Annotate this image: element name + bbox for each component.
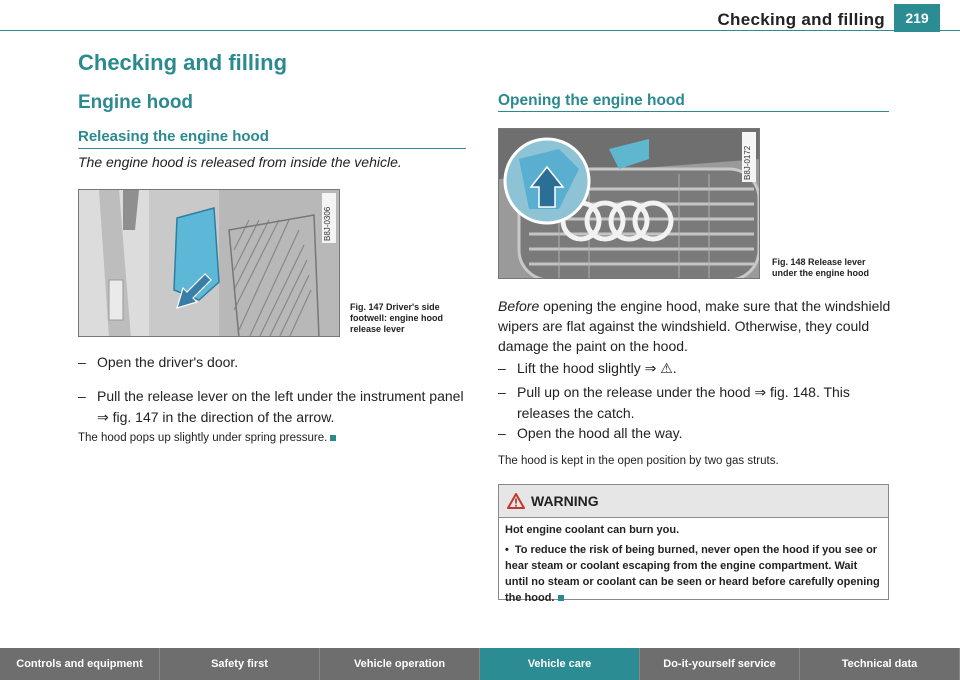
- nav-tab-vehicle-operation[interactable]: Vehicle operation: [320, 648, 480, 680]
- nav-tab-controls[interactable]: Controls and equipment: [0, 648, 160, 680]
- footwell-illustration: [79, 190, 340, 337]
- before-opening-paragraph: Before opening the engine hood, make sure that the windshield wipers are flat against the windshield. Otherwise, they could damage the paint on the hood.: [498, 298, 891, 354]
- nav-tab-safety[interactable]: Safety first: [160, 648, 320, 680]
- warning-label: WARNING: [531, 493, 599, 509]
- step-open-door: – Open the driver's door.: [78, 354, 239, 370]
- subheading-rule-left: [78, 148, 466, 149]
- figure-148: [498, 128, 760, 279]
- nav-tab-technical-data[interactable]: Technical data: [800, 648, 960, 680]
- figure-148-caption: Fig. 148 Release lever under the engine hood: [772, 257, 869, 278]
- subheading-rule-right: [498, 111, 889, 112]
- chapter-nav: [0, 648, 960, 680]
- nav-tab-vehicle-care[interactable]: Vehicle care: [480, 648, 640, 680]
- step-open-hood: – Open the hood all the way.: [498, 425, 683, 441]
- hood-pops-note: The hood pops up slightly under spring pressure.: [78, 432, 336, 444]
- subheading-releasing: Releasing the engine hood: [78, 128, 269, 145]
- nav-tab-diy-service[interactable]: Do-it-yourself service: [640, 648, 800, 680]
- running-header: Checking and filling: [717, 10, 885, 29]
- chapter-title: Checking and filling: [78, 50, 288, 75]
- end-square-icon: [330, 435, 336, 441]
- page-number: 219: [894, 4, 940, 32]
- figure-147-caption: Fig. 147 Driver's side footwell: engine hood release lever: [350, 302, 443, 334]
- figure-code-148: B8J-0172: [742, 132, 756, 182]
- grille-illustration: [499, 129, 760, 279]
- warning-text: Hot engine coolant can burn you. • To reduce the risk of being burned, never open the hood if you see or hear steam or coolant escaping from the engine compartment. Wait until no steam or coolant can be seen or heard before carefully opening the hood.: [505, 524, 880, 604]
- warning-header: [499, 485, 888, 518]
- warning-triangle-icon: [507, 493, 525, 509]
- intro-text: The engine hood is released from inside the vehicle.: [78, 154, 402, 170]
- section-title: Engine hood: [78, 92, 194, 113]
- figure-147: [78, 189, 340, 337]
- step-pull-release: – Pull up on the release under the hood ⇒ fig. 148. This releases the catch.: [498, 384, 850, 421]
- gas-struts-note: The hood is kept in the open position by two gas struts.: [498, 455, 779, 467]
- figure-code-147: B8J-0306: [322, 193, 336, 243]
- warning-box: [498, 484, 889, 604]
- subheading-opening: Opening the engine hood: [498, 92, 685, 109]
- end-square-icon: [558, 595, 564, 601]
- step-lift-hood: – Lift the hood slightly ⇒ ⚠.: [498, 360, 677, 376]
- step-pull-lever: – Pull the release lever on the left under the instrument panel ⇒ fig. 147 in the direction of the arrow.: [78, 388, 464, 425]
- header-rule: [0, 30, 960, 31]
